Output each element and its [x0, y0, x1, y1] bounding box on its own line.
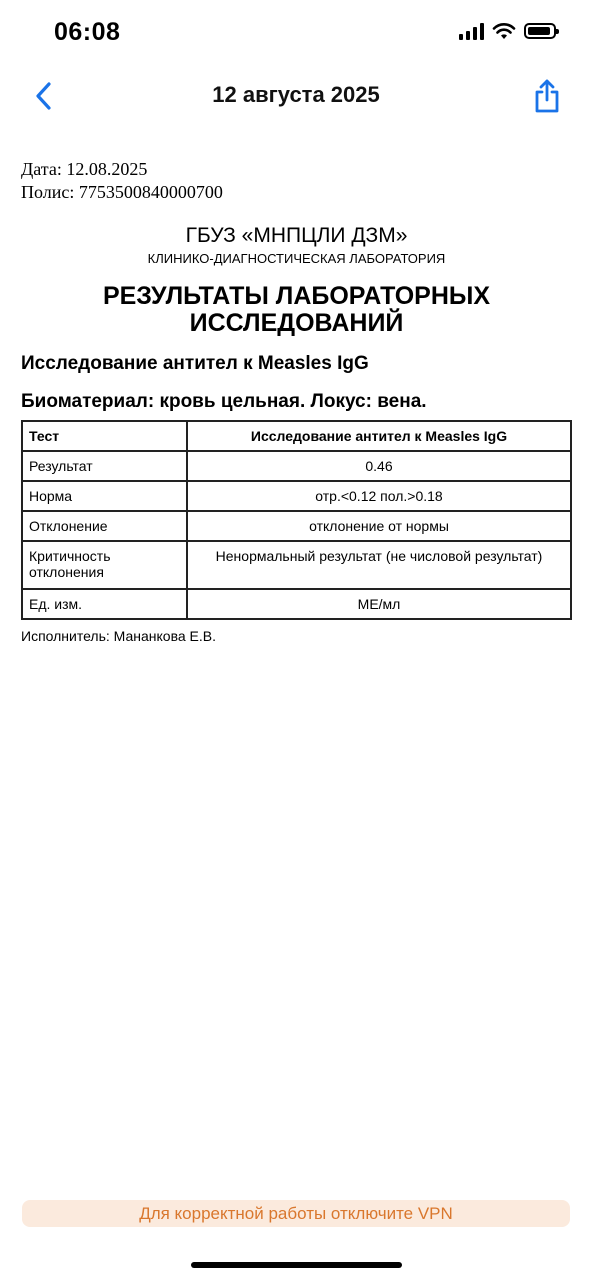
organization-name: ГБУЗ «МНПЦЛИ ДЗМ» [185, 224, 408, 247]
vpn-warning-banner: Для корректной работы отключите VPN [22, 1200, 570, 1227]
insurance-policy: Полис: 7753500840000700 [21, 182, 223, 202]
lab-report [21, 158, 572, 644]
table-row [22, 451, 571, 481]
executor-name: Исполнитель: Мананкова Е.В. [21, 628, 216, 644]
table-header-cell: Тест [22, 421, 187, 451]
table-row [22, 481, 571, 511]
status-icons [459, 22, 556, 40]
organization-subtitle: КЛИНИКО-ДИАГНОСТИЧЕСКАЯ ЛАБОРАТОРИЯ [147, 251, 446, 266]
share-icon[interactable] [532, 78, 562, 114]
row-value: МЕ/мл [187, 589, 571, 619]
report-date: Дата: 12.08.2025 [21, 159, 148, 179]
row-value: отр.<0.12 пол.>0.18 [187, 481, 571, 511]
table-row [22, 541, 571, 589]
status-time: 06:08 [54, 18, 121, 46]
navigation-bar [0, 66, 592, 126]
table-header-cell: Исследование антител к Measles IgG [187, 421, 571, 451]
row-label: Критичность отклонения [22, 541, 187, 589]
home-indicator[interactable] [191, 1262, 402, 1268]
cellular-signal-icon [459, 22, 484, 40]
study-name: Исследование антител к Measles IgG [21, 353, 369, 374]
row-label: Результат [22, 451, 187, 481]
table-row [22, 589, 571, 619]
table-row [22, 511, 571, 541]
row-label: Отклонение [22, 511, 187, 541]
battery-icon [524, 23, 556, 39]
row-value: отклонение от нормы [187, 511, 571, 541]
page-title: 12 августа 2025 [212, 82, 380, 107]
row-value: Ненормальный результат (не числовой результат) [187, 541, 571, 589]
status-bar [0, 0, 592, 66]
report-title: РЕЗУЛЬТАТЫ ЛАБОРАТОРНЫХ ИССЛЕДОВАНИЙ [102, 282, 491, 337]
results-table [21, 420, 572, 620]
wifi-icon [492, 22, 516, 40]
row-label: Ед. изм. [22, 589, 187, 619]
table-header-row [22, 421, 571, 451]
row-value: 0.46 [187, 451, 571, 481]
biomaterial-info: Биоматериал: кровь цельная. Локус: вена. [21, 391, 427, 412]
row-label: Норма [22, 481, 187, 511]
